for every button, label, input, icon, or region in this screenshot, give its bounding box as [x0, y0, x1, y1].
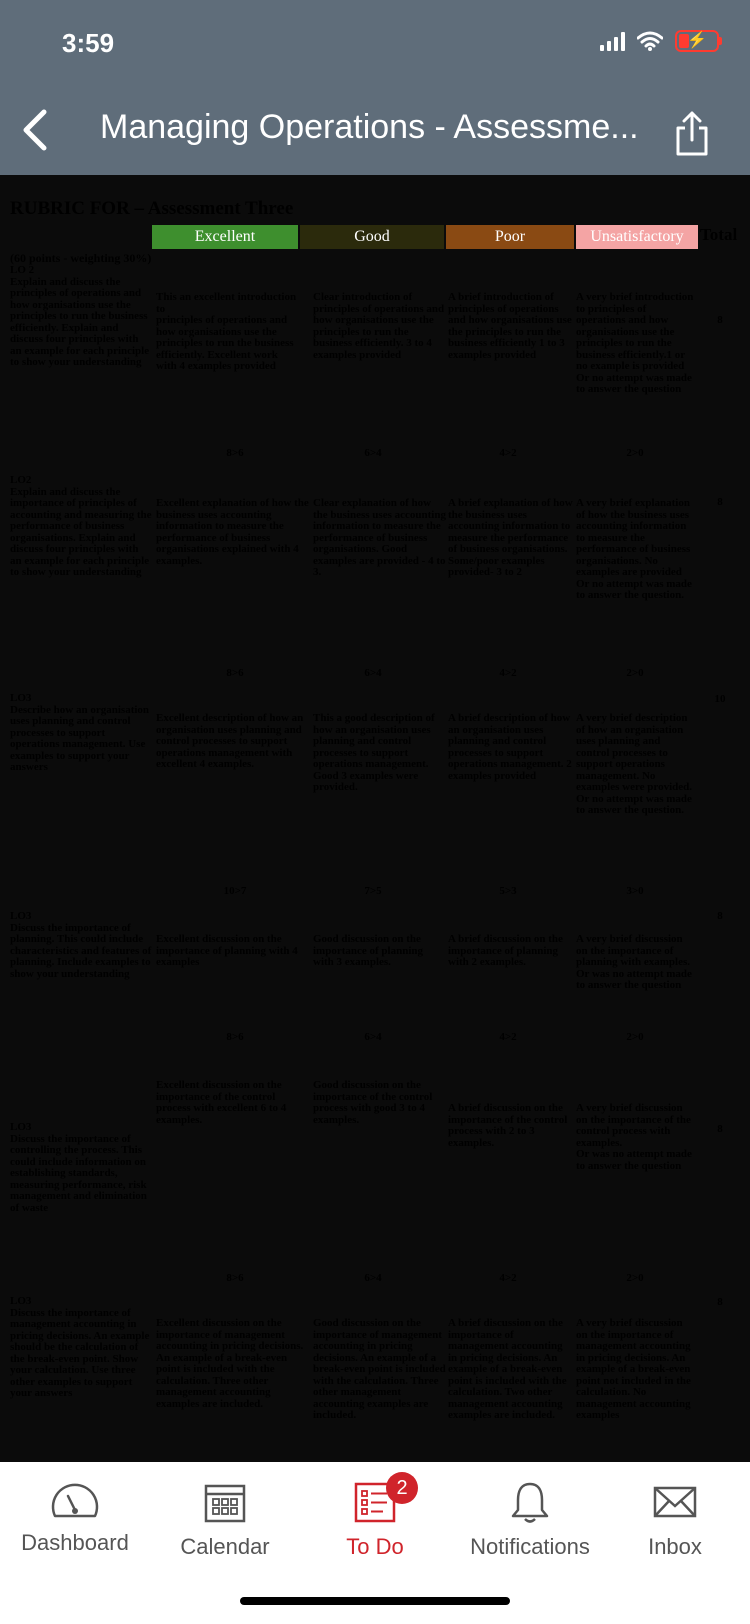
row-4-criteria: LO3 Discuss the importance of planning. This could include characteristics and features of planning. Include examples to show your understanding	[10, 910, 152, 980]
row-2-good: Clear explanation of how the business uses accounting information to measure the performance of business organisations. Good examples are provided - 4 to 3.	[313, 497, 446, 578]
nav-header	[0, 0, 750, 175]
row-4-excellent: Excellent discussion on the importance of planning with 4 examples	[156, 933, 298, 968]
row-3-score-unsatisfactory: 3>0	[626, 885, 644, 897]
row-2-score-poor: 4>2	[499, 667, 517, 679]
row-6-total: 8	[717, 1296, 723, 1308]
tab-todo[interactable]	[300, 1477, 450, 1560]
tab-todo-label: To Do	[346, 1534, 404, 1559]
home-indicator[interactable]	[240, 1597, 510, 1605]
status-time: 3:59	[62, 28, 115, 58]
row-2-score-unsatisfactory: 2>0	[626, 667, 644, 679]
row-2-score-excellent: 8>6	[226, 667, 244, 679]
row-2-excellent: Excellent explanation of how the business uses accounting information to measure the performance of business organisations explained with 4 examples.	[156, 497, 309, 567]
battery-icon: ⚡	[675, 30, 719, 52]
row-3-score-excellent: 10>7	[223, 885, 247, 897]
calendar-icon	[203, 1480, 247, 1524]
row-1-criteria: LO 2 Explain and discuss the principles of operations and how organisations use the principles to run the business efficiently. Explain and discuss four principles with an example for each principle to show your understanding	[10, 264, 150, 368]
tab-bar	[0, 1462, 750, 1624]
row-5-total: 8	[717, 1123, 723, 1135]
row-6-poor: A brief discussion on the importance of management accounting in pricing decisions. An example of a break-even point is included with the calculation. Two other management accounting examples are included.	[448, 1317, 567, 1421]
row-3-good: This a good description of how an organisation uses planning and control processes to support operations management. Good 3 examples were provided.	[313, 712, 435, 793]
row-2-total: 8	[717, 496, 723, 508]
row-5-score-poor: 4>2	[499, 1272, 517, 1284]
signal-icon	[600, 31, 625, 51]
rubric-title: RUBRIC FOR – Assessment Three	[10, 198, 294, 219]
row-1-score-good: 6>4	[364, 447, 382, 459]
todo-badge: 2	[386, 1472, 418, 1504]
header-excellent: Excellent	[152, 225, 298, 249]
row-4-score-excellent: 8>6	[226, 1031, 244, 1043]
tab-inbox[interactable]	[600, 1480, 750, 1560]
row-2-poor: A brief explanation of how the business uses accounting information to measure the performance of business organisations. Some/poor examples provided- 3 to 2	[448, 497, 573, 578]
row-4-unsatisfactory: A very brief discussion on the importance of planning with examples. Or was no attempt made to answer the question	[576, 933, 692, 991]
row-4-total: 8	[717, 910, 723, 922]
share-icon[interactable]	[672, 110, 712, 158]
row-2-score-good: 6>4	[364, 667, 382, 679]
tab-notifications-label: Notifications	[470, 1534, 590, 1559]
tab-calendar[interactable]	[150, 1480, 300, 1560]
row-5-poor: A brief discussion on the importance of the control process with 2 to 3 examples.	[448, 1102, 568, 1149]
tab-calendar-label: Calendar	[180, 1534, 270, 1559]
row-1-total: 8	[717, 314, 723, 326]
header-total: Total	[700, 225, 738, 244]
row-1-poor: A brief introduction of principles of operations and how organisations use the principles to run the business efficiently 1 to 3 examples provided	[448, 291, 572, 361]
row-3-total: 10	[714, 693, 726, 705]
header-good: Good	[300, 225, 444, 249]
row-3-unsatisfactory: A very brief description of how an organisation uses planning and control processes to support operations management. No examples were provided. Or no attempt was made to answer the question.	[576, 712, 692, 816]
row-4-score-good: 6>4	[364, 1031, 382, 1043]
wifi-icon	[637, 31, 663, 51]
row-4-score-poor: 4>2	[499, 1031, 517, 1043]
row-1-excellent: This an excellent introduction to principles of operations and how organisations use the principles to run the business efficiently. Excellent work with 4 examples provided	[156, 291, 297, 372]
bell-icon	[508, 1480, 552, 1524]
row-5-unsatisfactory: A very brief discussion on the importance of the control process with examples. Or was no attempt made to answer the question	[576, 1102, 692, 1172]
row-2-criteria: LO2 Explain and discuss the importance of principles of accounting and measuring the performance of business organisations. Explain and discuss four principles with an example for each principle to show your understanding	[10, 474, 152, 578]
status-icons	[600, 30, 722, 52]
tab-notifications[interactable]	[450, 1480, 610, 1560]
row-5-score-excellent: 8>6	[226, 1272, 244, 1284]
header-poor: Poor	[446, 225, 574, 249]
row-4-good: Good discussion on the importance of planning with 3 examples.	[313, 933, 424, 968]
row-1-score-excellent: 8>6	[226, 447, 244, 459]
row-6-criteria: LO3 Discuss the importance of management accounting in pricing decisions. An example should be the calculation of the break-even point. Show your calculation. Use three other examples to support your answers	[10, 1295, 150, 1399]
row-5-good: Good discussion on the importance of the control process with good 3 to 4 examples.	[313, 1079, 433, 1126]
header-unsatisfactory: Unsatisfactory	[576, 225, 698, 249]
row-1-unsatisfactory: A very brief introduction to principles of operations and how organisations use the principles to run the business efficiently.1 or no example is provided Or no attempt was made to answer the question	[576, 291, 694, 395]
row-3-criteria: LO3 Describe how an organisation uses planning and control processes to support operations management. Use examples to support your answers	[10, 692, 150, 773]
row-1-good: Clear introduction of principles of operations and how organisations use the principles to run the business efficiently. 3 to 4 examples provided	[313, 291, 445, 361]
row-3-score-good: 7>5	[364, 885, 382, 897]
row-5-criteria: LO3 Discuss the importance of controlling the process. This could include information on establishing standards, measuring performance, risk management and elimination of waste	[10, 1121, 147, 1214]
back-chevron-icon[interactable]	[16, 108, 56, 152]
row-6-unsatisfactory: A very brief discussion on the importance of management accounting in pricing decisions. An example of a break-even point not included in the calculation. No management accounting examples	[576, 1317, 691, 1421]
tab-dashboard-label: Dashboard	[21, 1530, 129, 1555]
row-2-unsatisfactory: A very brief explanation of how the business uses accounting information to measure the performance of business organisations. No examples are provided Or no attempt was made to answer the question.	[576, 497, 692, 601]
row-3-excellent: Excellent description of how an organisation uses planning and control processes to support operations management with excellent 4 examples.	[156, 712, 304, 770]
row-4-score-unsatisfactory: 2>0	[626, 1031, 644, 1043]
row-3-score-poor: 5>3	[499, 885, 517, 897]
row-1-score-unsatisfactory: 2>0	[626, 447, 644, 459]
row-3-poor: A brief description of how an organisation uses planning and control processes to support operations management. 2 examples provided	[448, 712, 572, 782]
row-5-score-good: 6>4	[364, 1272, 382, 1284]
row-6-excellent: Excellent discussion on the importance of management accounting in pricing decisions. An example of a break-even point is included with the calculation. Three other management accounting examples are included.	[156, 1317, 304, 1410]
row-4-poor: A brief discussion on the importance of planning with 2 examples.	[448, 933, 563, 968]
row-5-score-unsatisfactory: 2>0	[626, 1272, 644, 1284]
row-6	[0, 1290, 750, 1462]
page-title: Managing Operations - Assessme...	[100, 108, 639, 146]
envelope-icon	[651, 1480, 699, 1524]
tab-inbox-label: Inbox	[648, 1534, 702, 1559]
row-5-excellent: Excellent discussion on the importance of the control process with excellent 6 to 4 examples.	[156, 1079, 287, 1126]
dashboard-gauge-icon	[48, 1480, 102, 1520]
row-6-good: Good discussion on the importance of management accounting in pricing decisions. An example of a break-even point is included with the calculation. Three other management accounting examples are included.	[313, 1317, 446, 1421]
points-weighting: (60 points - weighting 30%)	[10, 251, 152, 265]
row-1-score-poor: 4>2	[499, 447, 517, 459]
tab-dashboard[interactable]	[0, 1480, 150, 1556]
